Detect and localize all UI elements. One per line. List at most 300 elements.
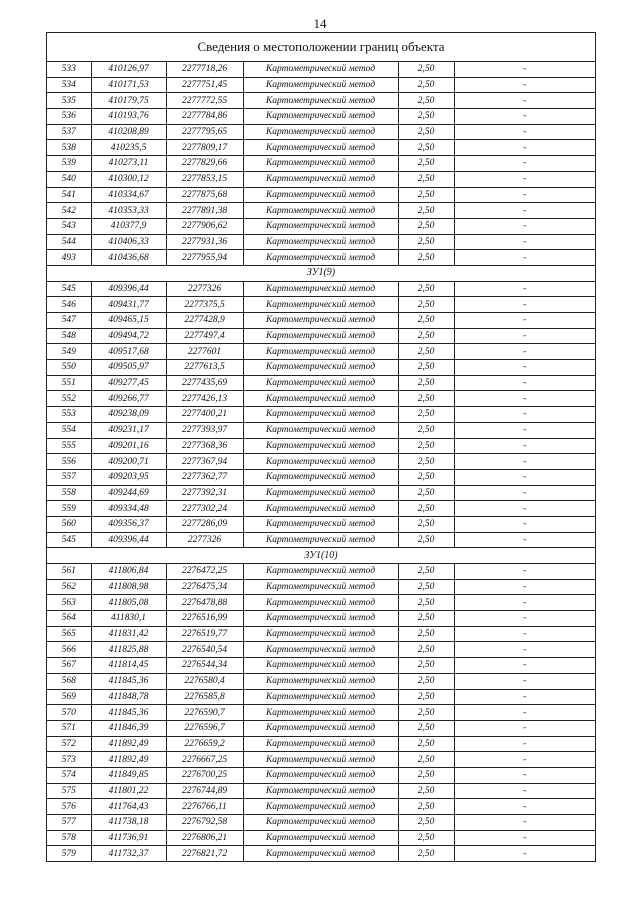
table-row (47, 297, 595, 313)
point-number-cell: 547 (47, 313, 91, 329)
y-coordinate-cell: 2277326 (166, 532, 243, 548)
table-row (47, 93, 595, 109)
method-cell: Картометрический метод (243, 799, 398, 815)
description-cell: - (454, 626, 595, 642)
point-number-cell: 538 (47, 140, 91, 156)
precision-cell: 2,50 (398, 516, 454, 532)
precision-cell: 2,50 (398, 579, 454, 595)
point-number-cell: 566 (47, 642, 91, 658)
precision-cell: 2,50 (398, 297, 454, 313)
description-cell: - (454, 689, 595, 705)
method-cell: Картометрический метод (243, 783, 398, 799)
y-coordinate-cell: 2276516,99 (166, 611, 243, 627)
point-number-cell: 539 (47, 156, 91, 172)
point-number-cell: 556 (47, 454, 91, 470)
x-coordinate-cell: 410300,12 (91, 171, 166, 187)
table-row (47, 156, 595, 172)
section-label: ЗУ1(10) (47, 548, 595, 564)
table-row (47, 736, 595, 752)
y-coordinate-cell: 2276590,7 (166, 705, 243, 721)
description-cell: - (454, 422, 595, 438)
table-row (47, 767, 595, 783)
section-header-row (47, 265, 595, 281)
description-cell: - (454, 658, 595, 674)
y-coordinate-cell: 2277891,38 (166, 203, 243, 219)
x-coordinate-cell: 409334,48 (91, 501, 166, 517)
method-cell: Картометрический метод (243, 705, 398, 721)
section-label: ЗУ1(9) (47, 265, 595, 281)
y-coordinate-cell: 2277931,36 (166, 234, 243, 250)
y-coordinate-cell: 2276475,34 (166, 579, 243, 595)
table-row (47, 830, 595, 846)
x-coordinate-cell: 411892,49 (91, 736, 166, 752)
method-cell: Картометрический метод (243, 422, 398, 438)
method-cell: Картометрический метод (243, 736, 398, 752)
description-cell: - (454, 564, 595, 580)
method-cell: Картометрический метод (243, 375, 398, 391)
method-cell: Картометрический метод (243, 516, 398, 532)
x-coordinate-cell: 410171,53 (91, 77, 166, 93)
precision-cell: 2,50 (398, 203, 454, 219)
x-coordinate-cell: 411845,36 (91, 705, 166, 721)
point-number-cell: 559 (47, 501, 91, 517)
point-number-cell: 568 (47, 673, 91, 689)
y-coordinate-cell: 2277435,69 (166, 375, 243, 391)
description-cell: - (454, 720, 595, 736)
y-coordinate-cell: 2277751,45 (166, 77, 243, 93)
point-number-cell: 561 (47, 564, 91, 580)
x-coordinate-cell: 411738,18 (91, 815, 166, 831)
x-coordinate-cell: 409201,16 (91, 438, 166, 454)
x-coordinate-cell: 411845,36 (91, 673, 166, 689)
table-row (47, 328, 595, 344)
precision-cell: 2,50 (398, 454, 454, 470)
table-row (47, 642, 595, 658)
table-row (47, 218, 595, 234)
y-coordinate-cell: 2276766,11 (166, 799, 243, 815)
precision-cell: 2,50 (398, 705, 454, 721)
method-cell: Картометрический метод (243, 234, 398, 250)
table-title: Сведения о местоположении границ объекта (47, 33, 595, 62)
x-coordinate-cell: 411849,85 (91, 767, 166, 783)
point-number-cell: 578 (47, 830, 91, 846)
table-row (47, 391, 595, 407)
table-row (47, 281, 595, 297)
point-number-cell: 565 (47, 626, 91, 642)
table-row (47, 187, 595, 203)
x-coordinate-cell: 410208,89 (91, 124, 166, 140)
precision-cell: 2,50 (398, 532, 454, 548)
point-number-cell: 553 (47, 407, 91, 423)
method-cell: Картометрический метод (243, 532, 398, 548)
point-number-cell: 576 (47, 799, 91, 815)
y-coordinate-cell: 2276806,21 (166, 830, 243, 846)
description-cell: - (454, 407, 595, 423)
table-row (47, 250, 595, 266)
x-coordinate-cell: 409505,97 (91, 360, 166, 376)
x-coordinate-cell: 411801,22 (91, 783, 166, 799)
table-row (47, 532, 595, 548)
x-coordinate-cell: 411814,45 (91, 658, 166, 674)
table-row (47, 673, 595, 689)
point-number-cell: 574 (47, 767, 91, 783)
x-coordinate-cell: 411764,43 (91, 799, 166, 815)
point-number-cell: 570 (47, 705, 91, 721)
y-coordinate-cell: 2277367,94 (166, 454, 243, 470)
y-coordinate-cell: 2277601 (166, 344, 243, 360)
precision-cell: 2,50 (398, 171, 454, 187)
x-coordinate-cell: 411831,42 (91, 626, 166, 642)
y-coordinate-cell: 2276580,4 (166, 673, 243, 689)
description-cell: - (454, 642, 595, 658)
point-number-cell: 545 (47, 281, 91, 297)
table-row (47, 626, 595, 642)
precision-cell: 2,50 (398, 846, 454, 861)
precision-cell: 2,50 (398, 62, 454, 77)
method-cell: Картометрический метод (243, 642, 398, 658)
x-coordinate-cell: 411732,37 (91, 846, 166, 861)
y-coordinate-cell: 2276472,25 (166, 564, 243, 580)
x-coordinate-cell: 409396,44 (91, 532, 166, 548)
description-cell: - (454, 516, 595, 532)
method-cell: Картометрический метод (243, 297, 398, 313)
x-coordinate-cell: 409431,77 (91, 297, 166, 313)
x-coordinate-cell: 410193,76 (91, 109, 166, 125)
x-coordinate-cell: 411806,84 (91, 564, 166, 580)
method-cell: Картометрический метод (243, 344, 398, 360)
point-number-cell: 564 (47, 611, 91, 627)
point-number-cell: 552 (47, 391, 91, 407)
point-number-cell: 549 (47, 344, 91, 360)
point-number-cell: 535 (47, 93, 91, 109)
point-number-cell: 536 (47, 109, 91, 125)
point-number-cell: 540 (47, 171, 91, 187)
precision-cell: 2,50 (398, 407, 454, 423)
table-row (47, 109, 595, 125)
x-coordinate-cell: 409266,77 (91, 391, 166, 407)
method-cell: Картометрический метод (243, 187, 398, 203)
method-cell: Картометрический метод (243, 328, 398, 344)
precision-cell: 2,50 (398, 375, 454, 391)
precision-cell: 2,50 (398, 767, 454, 783)
point-number-cell: 493 (47, 250, 91, 266)
x-coordinate-cell: 411846,39 (91, 720, 166, 736)
method-cell: Картометрический метод (243, 846, 398, 861)
description-cell: - (454, 281, 595, 297)
method-cell: Картометрический метод (243, 407, 398, 423)
description-cell: - (454, 93, 595, 109)
y-coordinate-cell: 2277428,9 (166, 313, 243, 329)
point-number-cell: 579 (47, 846, 91, 861)
method-cell: Картометрический метод (243, 815, 398, 831)
method-cell: Картометрический метод (243, 77, 398, 93)
point-number-cell: 554 (47, 422, 91, 438)
description-cell: - (454, 579, 595, 595)
method-cell: Картометрический метод (243, 62, 398, 77)
y-coordinate-cell: 2276478,88 (166, 595, 243, 611)
y-coordinate-cell: 2277375,5 (166, 297, 243, 313)
point-number-cell: 572 (47, 736, 91, 752)
description-cell: - (454, 846, 595, 861)
precision-cell: 2,50 (398, 799, 454, 815)
point-number-cell: 544 (47, 234, 91, 250)
x-coordinate-cell: 411808,98 (91, 579, 166, 595)
description-cell: - (454, 673, 595, 689)
point-number-cell: 562 (47, 579, 91, 595)
x-coordinate-cell: 411848,78 (91, 689, 166, 705)
point-number-cell: 569 (47, 689, 91, 705)
precision-cell: 2,50 (398, 344, 454, 360)
point-number-cell: 550 (47, 360, 91, 376)
description-cell: - (454, 815, 595, 831)
method-cell: Картометрический метод (243, 501, 398, 517)
description-cell: - (454, 375, 595, 391)
description-cell: - (454, 171, 595, 187)
point-number-cell: 541 (47, 187, 91, 203)
precision-cell: 2,50 (398, 720, 454, 736)
description-cell: - (454, 438, 595, 454)
precision-cell: 2,50 (398, 752, 454, 768)
method-cell: Картометрический метод (243, 281, 398, 297)
y-coordinate-cell: 2277906,62 (166, 218, 243, 234)
precision-cell: 2,50 (398, 140, 454, 156)
y-coordinate-cell: 2277362,77 (166, 469, 243, 485)
precision-cell: 2,50 (398, 218, 454, 234)
x-coordinate-cell: 410179,75 (91, 93, 166, 109)
table-row (47, 516, 595, 532)
x-coordinate-cell: 411892,49 (91, 752, 166, 768)
method-cell: Картометрический метод (243, 579, 398, 595)
method-cell: Картометрический метод (243, 767, 398, 783)
precision-cell: 2,50 (398, 109, 454, 125)
y-coordinate-cell: 2277497,4 (166, 328, 243, 344)
x-coordinate-cell: 409231,17 (91, 422, 166, 438)
precision-cell: 2,50 (398, 93, 454, 109)
method-cell: Картометрический метод (243, 391, 398, 407)
table-row (47, 344, 595, 360)
y-coordinate-cell: 2277400,21 (166, 407, 243, 423)
x-coordinate-cell: 409494,72 (91, 328, 166, 344)
point-number-cell: 542 (47, 203, 91, 219)
y-coordinate-cell: 2276667,25 (166, 752, 243, 768)
precision-cell: 2,50 (398, 830, 454, 846)
y-coordinate-cell: 2276744,89 (166, 783, 243, 799)
y-coordinate-cell: 2277613,5 (166, 360, 243, 376)
description-cell: - (454, 297, 595, 313)
y-coordinate-cell: 2277875,68 (166, 187, 243, 203)
table-row (47, 799, 595, 815)
point-number-cell: 573 (47, 752, 91, 768)
method-cell: Картометрический метод (243, 250, 398, 266)
table-row (47, 422, 595, 438)
precision-cell: 2,50 (398, 658, 454, 674)
table-row (47, 77, 595, 93)
precision-cell: 2,50 (398, 187, 454, 203)
precision-cell: 2,50 (398, 422, 454, 438)
precision-cell: 2,50 (398, 611, 454, 627)
point-number-cell: 571 (47, 720, 91, 736)
method-cell: Картометрический метод (243, 438, 398, 454)
y-coordinate-cell: 2277955,94 (166, 250, 243, 266)
description-cell: - (454, 485, 595, 501)
y-coordinate-cell: 2276792,58 (166, 815, 243, 831)
description-cell: - (454, 532, 595, 548)
table-row (47, 752, 595, 768)
precision-cell: 2,50 (398, 156, 454, 172)
precision-cell: 2,50 (398, 360, 454, 376)
point-number-cell: 537 (47, 124, 91, 140)
point-number-cell: 545 (47, 532, 91, 548)
description-cell: - (454, 360, 595, 376)
precision-cell: 2,50 (398, 438, 454, 454)
table-row (47, 375, 595, 391)
y-coordinate-cell: 2277392,31 (166, 485, 243, 501)
description-cell: - (454, 767, 595, 783)
table-row (47, 171, 595, 187)
precision-cell: 2,50 (398, 595, 454, 611)
method-cell: Картометрический метод (243, 720, 398, 736)
precision-cell: 2,50 (398, 234, 454, 250)
description-cell: - (454, 313, 595, 329)
x-coordinate-cell: 409203,95 (91, 469, 166, 485)
point-number-cell: 575 (47, 783, 91, 799)
table-row (47, 815, 595, 831)
precision-cell: 2,50 (398, 391, 454, 407)
x-coordinate-cell: 410235,5 (91, 140, 166, 156)
table-row (47, 124, 595, 140)
y-coordinate-cell: 2276540,54 (166, 642, 243, 658)
y-coordinate-cell: 2277784,86 (166, 109, 243, 125)
x-coordinate-cell: 411805,08 (91, 595, 166, 611)
method-cell: Картометрический метод (243, 124, 398, 140)
table-row (47, 62, 595, 77)
precision-cell: 2,50 (398, 469, 454, 485)
method-cell: Картометрический метод (243, 313, 398, 329)
y-coordinate-cell: 2276659,2 (166, 736, 243, 752)
point-number-cell: 548 (47, 328, 91, 344)
method-cell: Картометрический метод (243, 689, 398, 705)
precision-cell: 2,50 (398, 313, 454, 329)
x-coordinate-cell: 410126,97 (91, 62, 166, 77)
method-cell: Картометрический метод (243, 611, 398, 627)
x-coordinate-cell: 409238,09 (91, 407, 166, 423)
description-cell: - (454, 234, 595, 250)
precision-cell: 2,50 (398, 815, 454, 831)
table-row (47, 438, 595, 454)
x-coordinate-cell: 409244,69 (91, 485, 166, 501)
method-cell: Картометрический метод (243, 203, 398, 219)
y-coordinate-cell: 2276585,8 (166, 689, 243, 705)
x-coordinate-cell: 409200,71 (91, 454, 166, 470)
y-coordinate-cell: 2277809,17 (166, 140, 243, 156)
method-cell: Картометрический метод (243, 485, 398, 501)
method-cell: Картометрический метод (243, 360, 398, 376)
table-row (47, 846, 595, 861)
x-coordinate-cell: 410406,33 (91, 234, 166, 250)
x-coordinate-cell: 411830,1 (91, 611, 166, 627)
method-cell: Картометрический метод (243, 469, 398, 485)
description-cell: - (454, 124, 595, 140)
precision-cell: 2,50 (398, 485, 454, 501)
description-cell: - (454, 752, 595, 768)
precision-cell: 2,50 (398, 736, 454, 752)
description-cell: - (454, 736, 595, 752)
table-row (47, 313, 595, 329)
method-cell: Картометрический метод (243, 658, 398, 674)
method-cell: Картометрический метод (243, 564, 398, 580)
y-coordinate-cell: 2277368,36 (166, 438, 243, 454)
y-coordinate-cell: 2277718,26 (166, 62, 243, 77)
precision-cell: 2,50 (398, 564, 454, 580)
x-coordinate-cell: 410436,68 (91, 250, 166, 266)
point-number-cell: 555 (47, 438, 91, 454)
y-coordinate-cell: 2277772,55 (166, 93, 243, 109)
precision-cell: 2,50 (398, 783, 454, 799)
table-row (47, 234, 595, 250)
page-number: 14 (313, 16, 327, 31)
point-number-cell: 551 (47, 375, 91, 391)
precision-cell: 2,50 (398, 689, 454, 705)
table-row (47, 689, 595, 705)
table-row (47, 203, 595, 219)
description-cell: - (454, 203, 595, 219)
x-coordinate-cell: 410334,67 (91, 187, 166, 203)
description-cell: - (454, 250, 595, 266)
table-row (47, 454, 595, 470)
table-row (47, 658, 595, 674)
x-coordinate-cell: 410353,33 (91, 203, 166, 219)
x-coordinate-cell: 409356,37 (91, 516, 166, 532)
y-coordinate-cell: 2277286,09 (166, 516, 243, 532)
table-row (47, 469, 595, 485)
y-coordinate-cell: 2276821,72 (166, 846, 243, 861)
point-number-cell: 557 (47, 469, 91, 485)
method-cell: Картометрический метод (243, 140, 398, 156)
description-cell: - (454, 705, 595, 721)
y-coordinate-cell: 2277326 (166, 281, 243, 297)
description-cell: - (454, 218, 595, 234)
description-cell: - (454, 344, 595, 360)
method-cell: Картометрический метод (243, 830, 398, 846)
table-row (47, 140, 595, 156)
table-row (47, 783, 595, 799)
description-cell: - (454, 62, 595, 77)
method-cell: Картометрический метод (243, 673, 398, 689)
precision-cell: 2,50 (398, 124, 454, 140)
precision-cell: 2,50 (398, 501, 454, 517)
method-cell: Картометрический метод (243, 93, 398, 109)
precision-cell: 2,50 (398, 328, 454, 344)
x-coordinate-cell: 411825,88 (91, 642, 166, 658)
method-cell: Картометрический метод (243, 595, 398, 611)
method-cell: Картометрический метод (243, 218, 398, 234)
description-cell: - (454, 469, 595, 485)
table-row (47, 501, 595, 517)
description-cell: - (454, 140, 595, 156)
description-cell: - (454, 391, 595, 407)
table-row (47, 705, 595, 721)
point-number-cell: 560 (47, 516, 91, 532)
table-row (47, 611, 595, 627)
y-coordinate-cell: 2277829,66 (166, 156, 243, 172)
x-coordinate-cell: 409517,68 (91, 344, 166, 360)
section-header-row (47, 548, 595, 564)
y-coordinate-cell: 2276700,25 (166, 767, 243, 783)
description-cell: - (454, 783, 595, 799)
point-number-cell: 533 (47, 62, 91, 77)
y-coordinate-cell: 2277426,13 (166, 391, 243, 407)
point-number-cell: 534 (47, 77, 91, 93)
